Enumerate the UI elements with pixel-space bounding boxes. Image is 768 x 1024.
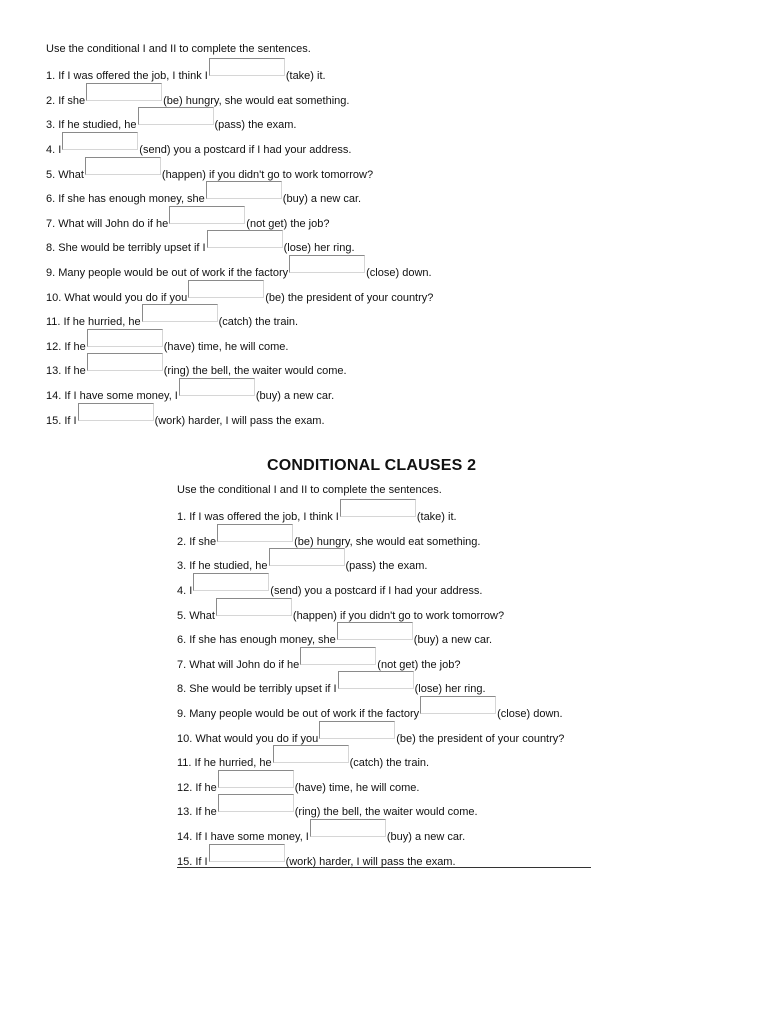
sentence-start: 8. She would be terribly upset if I bbox=[177, 683, 337, 696]
sentence-end: (buy) a new car. bbox=[386, 830, 466, 843]
sentence-start: 5. What bbox=[177, 609, 215, 622]
answer-input[interactable] bbox=[179, 378, 255, 396]
answer-input[interactable] bbox=[142, 304, 218, 322]
answer-input[interactable] bbox=[206, 181, 282, 199]
answer-input[interactable] bbox=[289, 255, 365, 273]
instructions: Use the conditional I and II to complete the sentences. bbox=[46, 43, 311, 55]
sentence-end: (buy) a new car. bbox=[255, 389, 335, 402]
exercise-item bbox=[177, 501, 597, 526]
sentence-end: (close) down. bbox=[497, 707, 563, 720]
sentence-start: 7. What will John do if he bbox=[46, 217, 169, 230]
exercise-item bbox=[46, 207, 546, 232]
sentence-end: (ring) the bell, the waiter would come. bbox=[294, 806, 478, 819]
exercise-item bbox=[46, 232, 546, 257]
sentence-start: 11. If he hurried, he bbox=[46, 316, 141, 329]
sentence-end: (buy) a new car. bbox=[413, 634, 493, 647]
sentence-end: (be) the president of your country? bbox=[265, 291, 434, 304]
sentence-end: (be) hungry, she would eat something. bbox=[294, 535, 481, 548]
exercise-item bbox=[177, 845, 597, 870]
exercise-item bbox=[46, 256, 546, 281]
answer-input[interactable] bbox=[300, 647, 376, 665]
exercise-item bbox=[46, 183, 546, 208]
sentence-start: 1. If I was offered the job, I think I bbox=[177, 511, 339, 524]
instructions: Use the conditional I and II to complete the sentences. bbox=[177, 484, 442, 496]
sentence-start: 2. If she bbox=[177, 535, 217, 548]
sentence-start: 6. If she has enough money, she bbox=[177, 634, 336, 647]
sentence-end: (not get) the job? bbox=[246, 217, 330, 230]
sentence-start: 15. If I bbox=[177, 855, 208, 868]
worksheet-2 bbox=[177, 457, 597, 870]
exercise-item bbox=[46, 404, 546, 429]
sentence-end: (be) hungry, she would eat something. bbox=[163, 94, 350, 107]
sentence-end: (take) it. bbox=[285, 70, 326, 83]
exercise-item bbox=[177, 574, 597, 599]
exercise-list bbox=[46, 60, 546, 429]
exercise-item bbox=[46, 306, 546, 331]
sentence-start: 7. What will John do if he bbox=[177, 658, 300, 671]
answer-input[interactable] bbox=[85, 157, 161, 175]
sentence-start: 5. What bbox=[46, 168, 84, 181]
sentence-end: (ring) the bell, the waiter would come. bbox=[163, 365, 347, 378]
worksheet-1 bbox=[46, 42, 546, 429]
answer-input[interactable] bbox=[86, 83, 162, 101]
worksheet-title: CONDITIONAL CLAUSES 2 bbox=[267, 457, 477, 474]
answer-input[interactable] bbox=[188, 280, 264, 298]
sentence-end: (lose) her ring. bbox=[414, 683, 486, 696]
sentence-end: (catch) the train. bbox=[218, 316, 299, 329]
sentence-end: (pass) the exam. bbox=[345, 560, 428, 573]
answer-input[interactable] bbox=[87, 329, 163, 347]
exercise-item bbox=[46, 109, 546, 134]
answer-input[interactable] bbox=[340, 499, 416, 517]
exercise-item bbox=[46, 158, 546, 183]
sentence-end: (lose) her ring. bbox=[283, 242, 355, 255]
sentence-start: 2. If she bbox=[46, 94, 86, 107]
sentence-start: 10. What would you do if you bbox=[177, 732, 319, 745]
sentence-start: 1. If I was offered the job, I think I bbox=[46, 70, 208, 83]
sentence-start: 14. If I have some money, I bbox=[46, 389, 178, 402]
sentence-start: 15. If I bbox=[46, 414, 77, 427]
exercise-list bbox=[177, 501, 597, 870]
exercise-item bbox=[46, 330, 546, 355]
sentence-end: (take) it. bbox=[416, 511, 457, 524]
answer-input[interactable] bbox=[218, 770, 294, 788]
answer-input[interactable] bbox=[87, 353, 163, 371]
exercise-item bbox=[46, 281, 546, 306]
sentence-end: (have) time, he will come. bbox=[163, 340, 289, 353]
exercise-item bbox=[177, 525, 597, 550]
divider-line bbox=[177, 867, 591, 868]
answer-input[interactable] bbox=[138, 107, 214, 125]
answer-input[interactable] bbox=[218, 794, 294, 812]
exercise-item bbox=[46, 84, 546, 109]
sentence-start: 6. If she has enough money, she bbox=[46, 193, 205, 206]
sentence-end: (catch) the train. bbox=[349, 757, 430, 770]
answer-input[interactable] bbox=[420, 696, 496, 714]
exercise-item bbox=[46, 355, 546, 380]
sentence-start: 12. If he bbox=[177, 781, 217, 794]
sentence-end: (be) the president of your country? bbox=[396, 732, 565, 745]
exercise-item bbox=[177, 673, 597, 698]
answer-input[interactable] bbox=[193, 573, 269, 591]
sentence-start: 8. She would be terribly upset if I bbox=[46, 242, 206, 255]
sentence-start: 9. Many people would be out of work if the factory bbox=[46, 266, 289, 279]
answer-input[interactable] bbox=[216, 598, 292, 616]
exercise-item bbox=[46, 379, 546, 404]
sentence-start: 10. What would you do if you bbox=[46, 291, 188, 304]
sentence-end: (buy) a new car. bbox=[282, 193, 362, 206]
exercise-item bbox=[177, 624, 597, 649]
answer-input[interactable] bbox=[169, 206, 245, 224]
sentence-end: (work) harder, I will pass the exam. bbox=[154, 414, 325, 427]
answer-input[interactable] bbox=[207, 230, 283, 248]
exercise-item bbox=[177, 697, 597, 722]
sentence-end: (not get) the job? bbox=[377, 658, 461, 671]
answer-input[interactable] bbox=[338, 671, 414, 689]
exercise-item bbox=[177, 648, 597, 673]
answer-input[interactable] bbox=[337, 622, 413, 640]
exercise-item bbox=[177, 796, 597, 821]
sentence-start: 13. If he bbox=[177, 806, 217, 819]
answer-input[interactable] bbox=[62, 132, 138, 150]
sentence-start: 9. Many people would be out of work if the factory bbox=[177, 707, 420, 720]
exercise-item bbox=[177, 820, 597, 845]
sentence-start: 13. If he bbox=[46, 365, 86, 378]
sentence-start: 4. I bbox=[46, 143, 62, 156]
answer-input[interactable] bbox=[217, 524, 293, 542]
exercise-item bbox=[177, 771, 597, 796]
sentence-start: 14. If I have some money, I bbox=[177, 830, 309, 843]
answer-input[interactable] bbox=[78, 403, 154, 421]
exercise-item bbox=[177, 550, 597, 575]
answer-input[interactable] bbox=[209, 58, 285, 76]
exercise-item bbox=[46, 133, 546, 158]
sentence-end: (have) time, he will come. bbox=[294, 781, 420, 794]
exercise-item bbox=[46, 60, 546, 85]
sentence-start: 12. If he bbox=[46, 340, 86, 353]
answer-input[interactable] bbox=[310, 819, 386, 837]
sentence-end: (send) you a postcard if I had your address. bbox=[270, 584, 483, 597]
answer-input[interactable] bbox=[319, 721, 395, 739]
sentence-end: (close) down. bbox=[366, 266, 432, 279]
answer-input[interactable] bbox=[273, 745, 349, 763]
sentence-end: (work) harder, I will pass the exam. bbox=[285, 855, 456, 868]
sentence-start: 4. I bbox=[177, 584, 193, 597]
exercise-item bbox=[177, 747, 597, 772]
sentence-end: (happen) if you didn't go to work tomorrow? bbox=[161, 168, 374, 181]
answer-input[interactable] bbox=[209, 844, 285, 862]
sentence-end: (pass) the exam. bbox=[214, 119, 297, 132]
exercise-item bbox=[177, 722, 597, 747]
sentence-start: 11. If he hurried, he bbox=[177, 757, 272, 770]
answer-input[interactable] bbox=[269, 548, 345, 566]
exercise-item bbox=[177, 599, 597, 624]
sentence-end: (send) you a postcard if I had your address. bbox=[139, 143, 352, 156]
sentence-start: 3. If he studied, he bbox=[177, 560, 268, 573]
sentence-start: 3. If he studied, he bbox=[46, 119, 137, 132]
sentence-end: (happen) if you didn't go to work tomorrow? bbox=[292, 609, 505, 622]
